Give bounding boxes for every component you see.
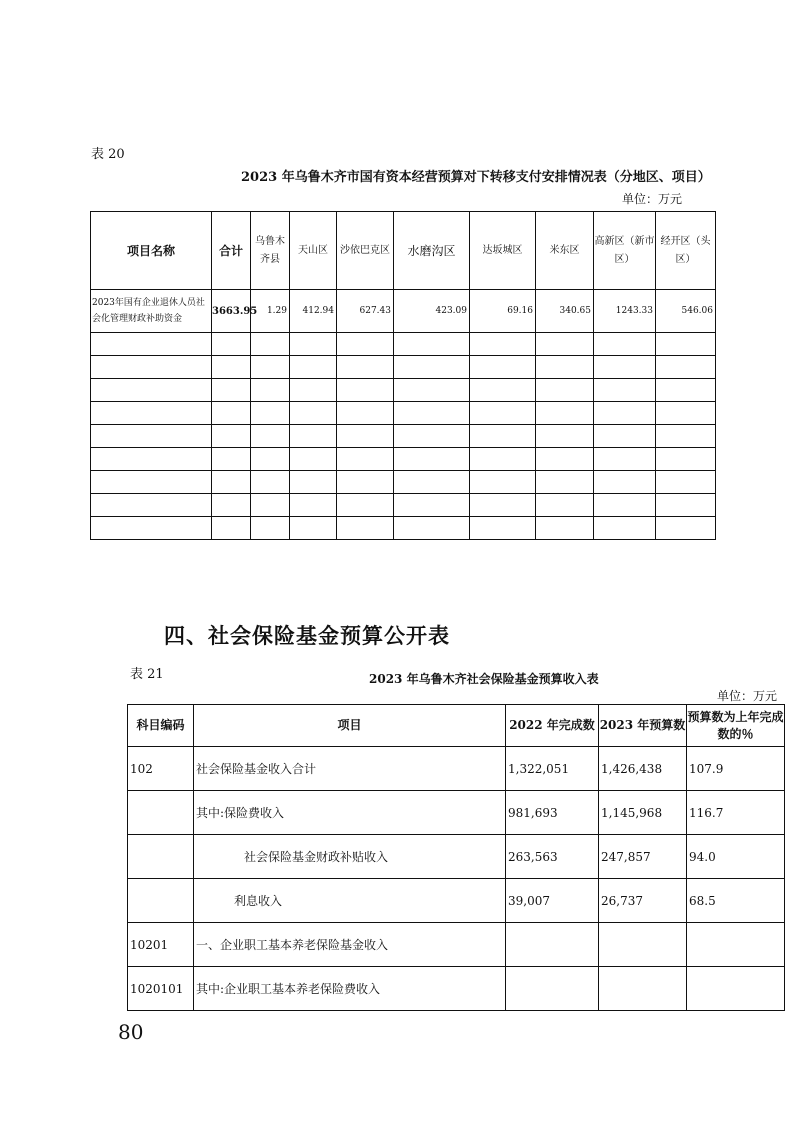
header-name: 项目名称: [91, 212, 212, 290]
table21-header-row: [128, 705, 785, 747]
header-code: 科目编码: [128, 705, 194, 747]
row-wlmq: 1.29: [251, 290, 290, 333]
row-name: 2023年国有企业退休人员社会化管理财政补助资金: [91, 290, 212, 333]
row-code: [128, 791, 194, 835]
row-saybagh: 627.43: [337, 290, 394, 333]
row-midong: 340.65: [536, 290, 594, 333]
row-budget2023: 26,737: [599, 879, 687, 923]
table-row: [91, 290, 716, 333]
header-total: 合计: [212, 212, 251, 290]
table-row: [128, 835, 785, 879]
row-budget2023: [599, 923, 687, 967]
empty-row: [91, 448, 716, 471]
table-row: [128, 967, 785, 1011]
row-item: 社会保险基金财政补贴收入: [194, 835, 506, 879]
header-dabancheng: 达坂城区: [470, 212, 536, 290]
header-done2022: 2022 年完成数: [506, 705, 599, 747]
row-item: 一、企业职工基本养老保险基金收入: [194, 923, 506, 967]
table-row: [128, 791, 785, 835]
row-jingkai: 546.06: [656, 290, 716, 333]
row-budget2023: 1,145,968: [599, 791, 687, 835]
empty-row: [91, 517, 716, 540]
row-tianshan: 412.94: [290, 290, 337, 333]
header-gaoxin: 高新区（新市区）: [594, 212, 656, 290]
row-item: 社会保险基金收入合计: [194, 747, 506, 791]
row-shuimogou: 423.09: [394, 290, 470, 333]
row-done2022: 1,322,051: [506, 747, 599, 791]
header-ratio: 预算数为上年完成数的％: [687, 705, 785, 747]
table-row: [128, 879, 785, 923]
row-ratio: 94.0: [687, 835, 785, 879]
row-code: [128, 879, 194, 923]
empty-row: [91, 356, 716, 379]
header-jingkai: 经开区（头区）: [656, 212, 716, 290]
row-done2022: [506, 967, 599, 1011]
row-code: 10201: [128, 923, 194, 967]
table20-label: 表 20: [91, 147, 125, 162]
row-done2022: [506, 923, 599, 967]
table-row: [128, 747, 785, 791]
row-total: 3663.95: [212, 290, 251, 333]
empty-row: [91, 402, 716, 425]
row-item: 利息收入: [194, 879, 506, 923]
table21-label: 表 21: [130, 667, 164, 682]
header-tianshan: 天山区: [290, 212, 337, 290]
row-budget2023: 247,857: [599, 835, 687, 879]
table-row: [128, 923, 785, 967]
row-item: 其中:企业职工基本养老保险费收入: [194, 967, 506, 1011]
table21: [127, 704, 785, 1011]
row-ratio: 68.5: [687, 879, 785, 923]
row-ratio: [687, 967, 785, 1011]
empty-row: [91, 494, 716, 517]
row-gaoxin: 1243.33: [594, 290, 656, 333]
header-saybagh: 沙依巴克区: [337, 212, 394, 290]
empty-row: [91, 471, 716, 494]
row-ratio: 107.9: [687, 747, 785, 791]
empty-row: [91, 379, 716, 402]
table21-unit: 单位：万元: [717, 689, 778, 703]
row-item: 其中:保险费收入: [194, 791, 506, 835]
row-ratio: [687, 923, 785, 967]
table20-header-row: [91, 212, 716, 290]
header-item: 项目: [194, 705, 506, 747]
table21-title: 2023 年乌鲁木齐社会保险基金预算收入表: [369, 672, 599, 686]
table20: [90, 211, 716, 540]
row-ratio: 116.7: [687, 791, 785, 835]
empty-row: [91, 425, 716, 448]
header-midong: 米东区: [536, 212, 594, 290]
header-budget2023: 2023 年预算数: [599, 705, 687, 747]
row-code: 1020101: [128, 967, 194, 1011]
row-done2022: 981,693: [506, 791, 599, 835]
table20-unit: 单位：万元: [622, 192, 683, 206]
row-done2022: 39,007: [506, 879, 599, 923]
section-heading: 四、社会保险基金预算公开表: [164, 623, 450, 648]
row-code: 102: [128, 747, 194, 791]
empty-row: [91, 333, 716, 356]
page-number: 80: [118, 1020, 144, 1044]
row-dabancheng: 69.16: [470, 290, 536, 333]
table20-title: 2023 年乌鲁木齐市国有资本经营预算对下转移支付安排情况表（分地区、项目）: [241, 170, 711, 185]
row-code: [128, 835, 194, 879]
row-done2022: 263,563: [506, 835, 599, 879]
header-shuimogou: 水磨沟区: [394, 212, 470, 290]
row-budget2023: 1,426,438: [599, 747, 687, 791]
row-budget2023: [599, 967, 687, 1011]
header-wlmq: 乌鲁木齐县: [251, 212, 290, 290]
